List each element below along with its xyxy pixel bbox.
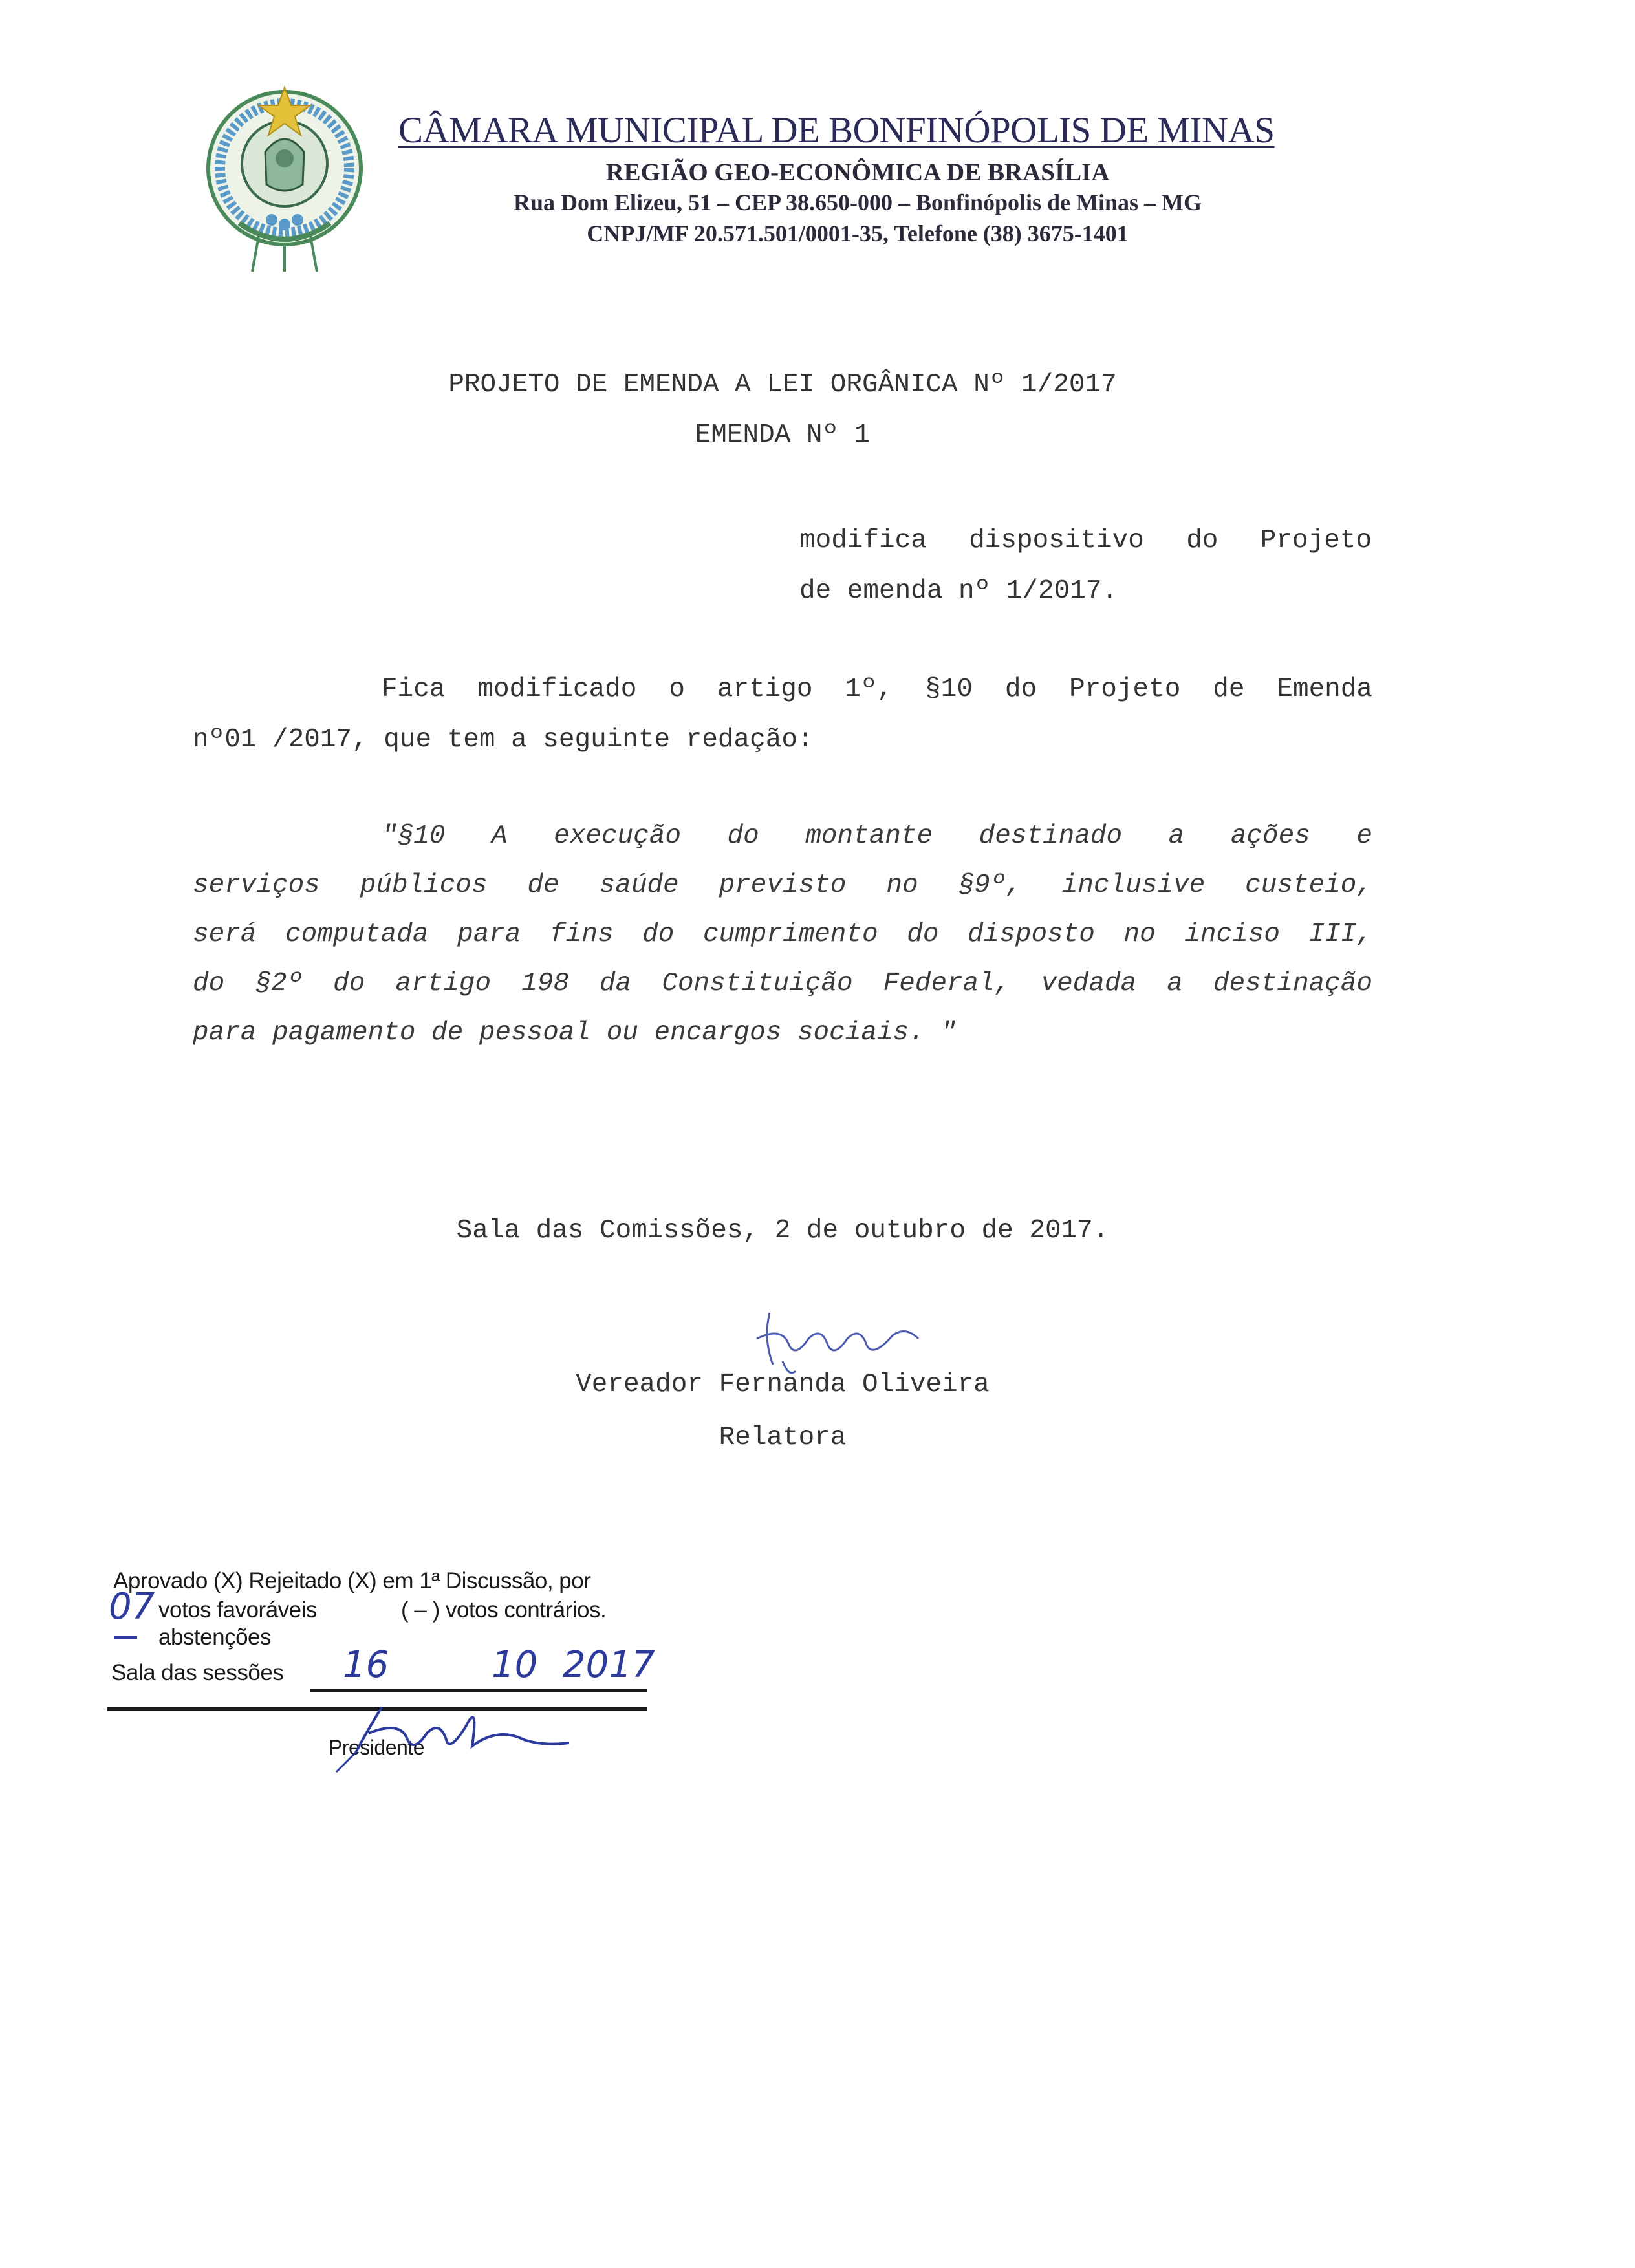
chamber-cnpj-phone: CNPJ/MF 20.571.501/0001-35, Telefone (38) 3675-1401 bbox=[587, 221, 1129, 246]
session-label: Sala das sessões bbox=[111, 1660, 284, 1685]
municipal-seal-icon bbox=[194, 81, 375, 275]
place-date: Sala das Comissões, 2 de outubro de 2017. bbox=[456, 1216, 1109, 1246]
paragraph-line: Fica modificado o artigo 1º, §10 do Projeto de Emenda bbox=[382, 675, 1372, 704]
approval-status-line: Aprovado (X) Rejeitado (X) em 1ª Discussão, por bbox=[113, 1568, 591, 1593]
handwritten-abstentions-dash bbox=[114, 1636, 137, 1639]
quote-line: para pagamento de pessoal ou encargos sociais. " bbox=[193, 1018, 957, 1048]
paragraph-line: nº01 /2017, que tem a seguinte redação: bbox=[193, 725, 814, 755]
quote-line: "§10 A execução do montante destinado a ações e bbox=[382, 821, 1372, 851]
votes-favor-label: votos favoráveis bbox=[158, 1597, 317, 1623]
chamber-name: CÂMARA MUNICIPAL DE BONFINÓPOLIS DE MINAS bbox=[398, 110, 1275, 151]
ementa bbox=[799, 515, 1372, 616]
chamber-address: Rua Dom Elizeu, 51 – CEP 38.650-000 – Bonfinópolis de Minas – MG bbox=[513, 189, 1202, 215]
signatory-role: Relatora bbox=[719, 1423, 847, 1453]
document-title: PROJETO DE EMENDA A LEI ORGÂNICA Nº 1/2017 bbox=[448, 370, 1117, 400]
handwritten-votes-favor: 07 bbox=[109, 1586, 155, 1628]
region-name: REGIÃO GEO-ECONÔMICA DE BRASÍLIA bbox=[605, 158, 1110, 186]
amended-text-quote bbox=[193, 812, 1372, 1057]
handwritten-month: 10 bbox=[492, 1644, 538, 1686]
president-signature bbox=[310, 1681, 582, 1778]
ementa-line: de emenda nº 1/2017. bbox=[799, 576, 1118, 606]
handwritten-year: 2017 bbox=[563, 1644, 655, 1686]
president-label: Presidente bbox=[329, 1736, 424, 1759]
quote-line: serviços públicos de saúde previsto no §9º, inclusive custeio, bbox=[193, 870, 1372, 900]
document-subtitle: EMENDA Nº 1 bbox=[695, 420, 871, 450]
signatory-name: Vereador Fernanda Oliveira bbox=[576, 1370, 990, 1399]
quote-line: do §2º do artigo 198 da Constituição Federal, vedada a destinação bbox=[193, 969, 1372, 999]
handwritten-day: 16 bbox=[343, 1644, 389, 1686]
abstentions-label: abstenções bbox=[158, 1625, 272, 1650]
votes-against-label: ( – ) votos contrários. bbox=[401, 1597, 607, 1623]
body-paragraph bbox=[193, 664, 1372, 765]
ementa-line: modifica dispositivo do Projeto bbox=[799, 526, 1372, 556]
quote-line: será computada para fins do cumprimento do disposto no inciso III, bbox=[193, 920, 1372, 949]
